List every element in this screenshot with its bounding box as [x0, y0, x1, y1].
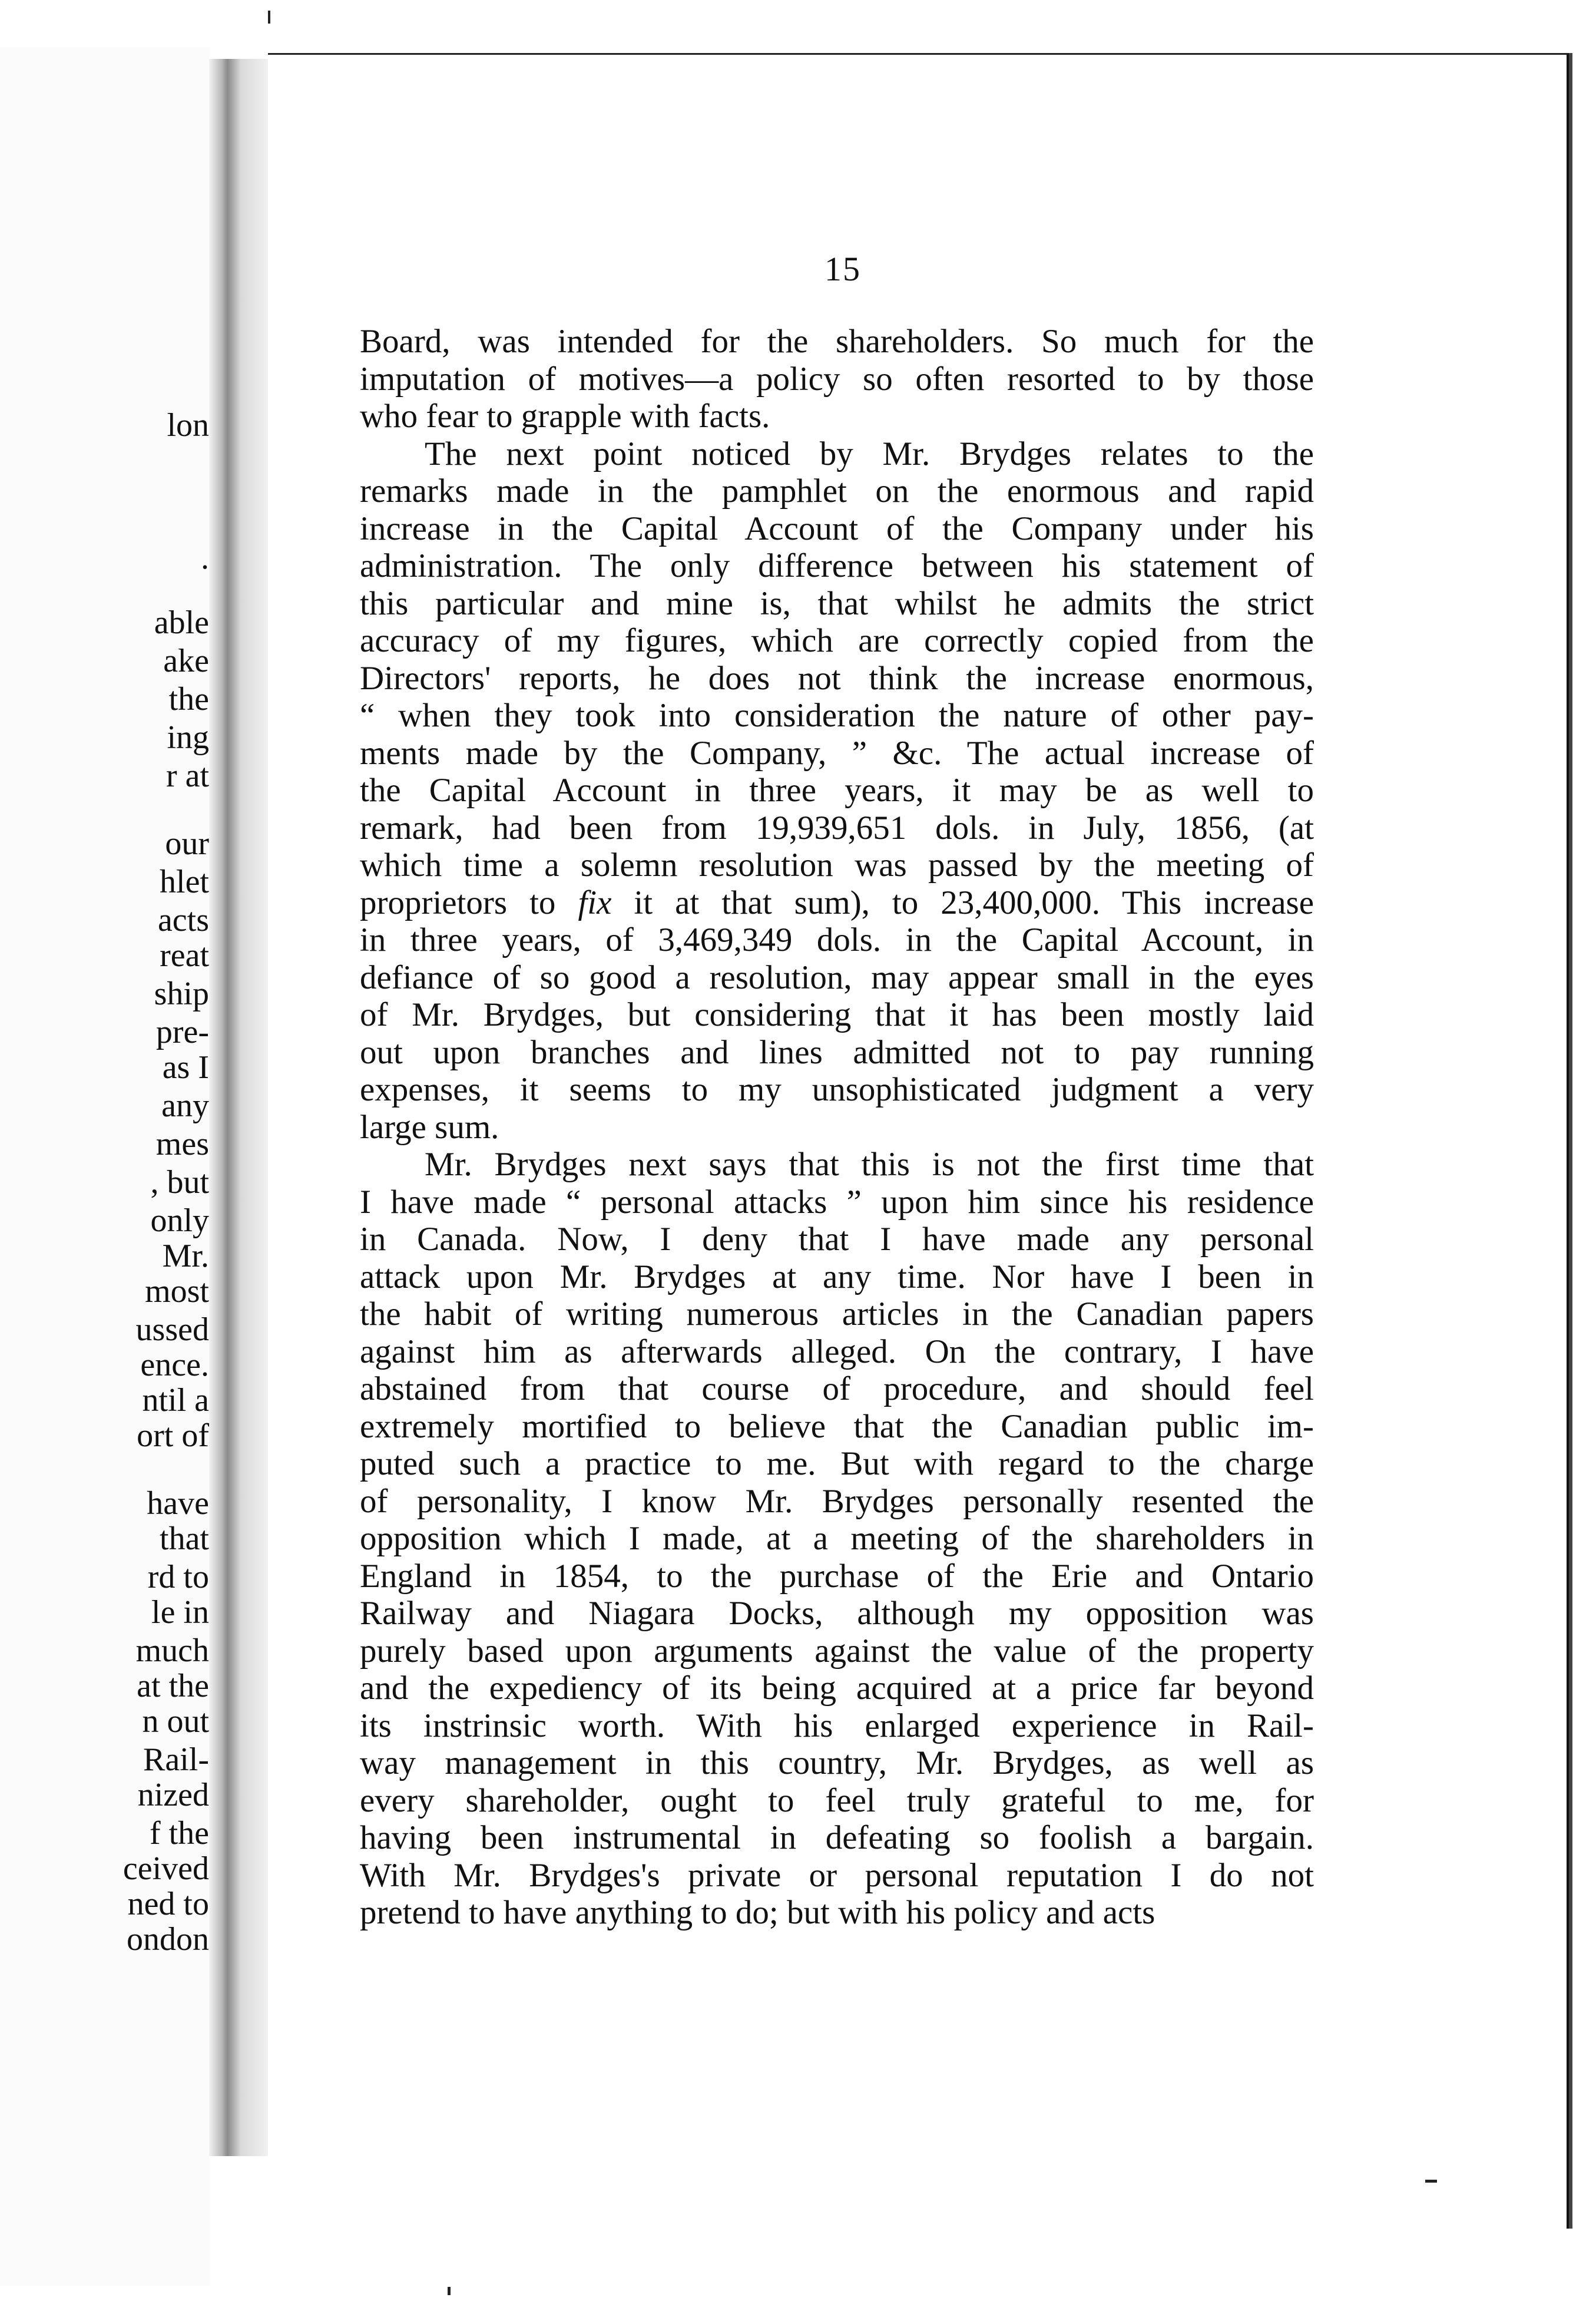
text-line: ments made by the Company, ” &c. The actual increase of [360, 734, 1314, 772]
text-line: “ when they took into consideration the nature of other pay- [360, 697, 1314, 734]
text-line: remark, had been from 19,939,651 dols. in July, 1856, (at [360, 809, 1314, 847]
facing-page-fragment: Mr. [162, 1238, 209, 1274]
text-line: The next point noticed by Mr. Brydges relates to the [425, 435, 1314, 472]
text-line: attack upon Mr. Brydges at any time. Nor have I been in [360, 1258, 1314, 1295]
text-line: defiance of so good a resolution, may appear small in the eyes [360, 958, 1314, 996]
facing-page-fragment: able [154, 604, 209, 641]
text-line: having been instrumental in defeating so foolish a bargain. [360, 1819, 1314, 1856]
scan-speck [448, 2287, 451, 2295]
text-line: the habit of writing numerous articles in the Canadian papers [360, 1295, 1314, 1333]
facing-page-fragment: much [135, 1632, 209, 1669]
scan-speck [1425, 2180, 1437, 2183]
text-line: large sum. [360, 1108, 499, 1146]
text-line: opposition which I made, at a meeting of the shareholders in [360, 1520, 1314, 1557]
facing-page-fragment: ake [163, 643, 209, 679]
text-line: out upon branches and lines admitted not to pay running [360, 1033, 1314, 1071]
facing-page-fragment: pre- [155, 1014, 209, 1050]
facing-page-fragment: rd to [147, 1559, 209, 1595]
facing-page-fragment: r at [165, 758, 209, 794]
text-line: Mr. Brydges next says that this is not the first time that [425, 1146, 1314, 1183]
text-line: and the expediency of its being acquired at a price far beyond [360, 1670, 1314, 1707]
facing-page-fragment: only [150, 1202, 209, 1239]
page-number: 15 [825, 250, 861, 288]
text-line: puted such a practice to me. But with regard to the charge [360, 1445, 1314, 1482]
facing-page-fragment: as I [162, 1049, 209, 1086]
facing-page-fragment: reat [160, 937, 209, 974]
text-line: Directors' reports, he does not think the increase enormous, [360, 659, 1314, 697]
body-text [360, 323, 1314, 1932]
facing-page-fragment: . [201, 540, 209, 576]
facing-page-fragment: ned to [127, 1886, 209, 1922]
text-line: imputation of motives—a policy so often resorted to by those [360, 360, 1314, 398]
facing-page-fragment: acts [157, 902, 209, 938]
scan-speck [268, 11, 270, 24]
text-line: its instrinsic worth. With his enlarged experience in Rail- [360, 1707, 1314, 1744]
text-line: increase in the Capital Account of the Company under his [360, 510, 1314, 547]
text-line: in three years, of 3,469,349 dols. in the Capital Account, in [360, 921, 1314, 958]
facing-page [0, 47, 209, 2286]
text-line: of Mr. Brydges, but considering that it has been mostly laid [360, 996, 1314, 1033]
text-line: of personality, I know Mr. Brydges personally resented the [360, 1482, 1314, 1520]
text-line: proprietors to fix it at that sum), to 23,400,000. This increase [360, 884, 1314, 921]
facing-page-fragment: any [161, 1087, 209, 1124]
facing-page-fragment: lon [167, 407, 209, 444]
facing-page-fragment: ondon [127, 1921, 209, 1958]
text-line: in Canada. Now, I deny that I have made any personal [360, 1221, 1314, 1258]
facing-page-fragment: n out [142, 1703, 209, 1740]
facing-page-fragment: the [168, 681, 209, 718]
facing-page-fragment: ort of [137, 1417, 209, 1454]
facing-page-fragment: ceived [122, 1850, 209, 1887]
facing-page-fragment: ship [154, 976, 209, 1012]
facing-page-fragment: hlet [160, 864, 209, 900]
text-line: extremely mortified to believe that the Canadian public im- [360, 1407, 1314, 1445]
text-line: way management in this country, Mr. Brydges, as well as [360, 1744, 1314, 1781]
text-line: the Capital Account in three years, it may be as well to [360, 772, 1314, 809]
text-line: every shareholder, ought to feel truly grateful to me, for [360, 1781, 1314, 1819]
facing-page-fragment: mes [155, 1126, 209, 1162]
facing-page-fragment: our [165, 825, 209, 862]
facing-page-fragment: most [145, 1273, 209, 1310]
text-line: against him as afterwards alleged. On the contrary, I have [360, 1333, 1314, 1370]
text-line: which time a solemn resolution was passed by the meeting of [360, 847, 1314, 884]
facing-page-fragment: ence. [140, 1347, 209, 1383]
facing-page-fragment: , but [150, 1164, 209, 1201]
text-line: Board, was intended for the shareholders. So much for the [360, 323, 1314, 360]
text-line: who fear to grapple with facts. [360, 398, 770, 435]
facing-page-fragment: Rail- [143, 1741, 209, 1778]
facing-page-fragment: at the [137, 1668, 209, 1704]
facing-page-fragment: ussed [135, 1311, 209, 1348]
text-line: this particular and mine is, that whilst he admits the strict [360, 584, 1314, 622]
text-line: purely based upon arguments against the value of the property [360, 1632, 1314, 1670]
facing-page-fragment: nized [137, 1777, 209, 1813]
text-line: administration. The only difference between his statement of [360, 547, 1314, 584]
text-line: pretend to have anything to do; but with his policy and acts [360, 1894, 1155, 1931]
text-line: expenses, it seems to my unsophisticated judgment a very [360, 1071, 1314, 1108]
facing-page-fragment: have [147, 1485, 209, 1522]
facing-page-fragment: f the [149, 1815, 209, 1852]
facing-page-fragment: that [160, 1520, 209, 1557]
text-line: accuracy of my figures, which are correctly copied from the [360, 622, 1314, 659]
text-line: remarks made in the pamphlet on the enormous and rapid [360, 472, 1314, 510]
facing-page-fragment: ing [167, 719, 209, 756]
main-page [268, 53, 1569, 2229]
text-line: Railway and Niagara Docks, although my opposition was [360, 1595, 1314, 1632]
facing-page-fragment: le in [151, 1594, 209, 1631]
text-line: England in 1854, to the purchase of the Erie and Ontario [360, 1557, 1314, 1595]
text-line: I have made “ personal attacks ” upon him since his residence [360, 1183, 1314, 1221]
text-line: With Mr. Brydges's private or personal reputation I do not [360, 1856, 1314, 1894]
text-line: abstained from that course of procedure, and should feel [360, 1370, 1314, 1407]
facing-page-fragment: ntil a [142, 1382, 209, 1419]
